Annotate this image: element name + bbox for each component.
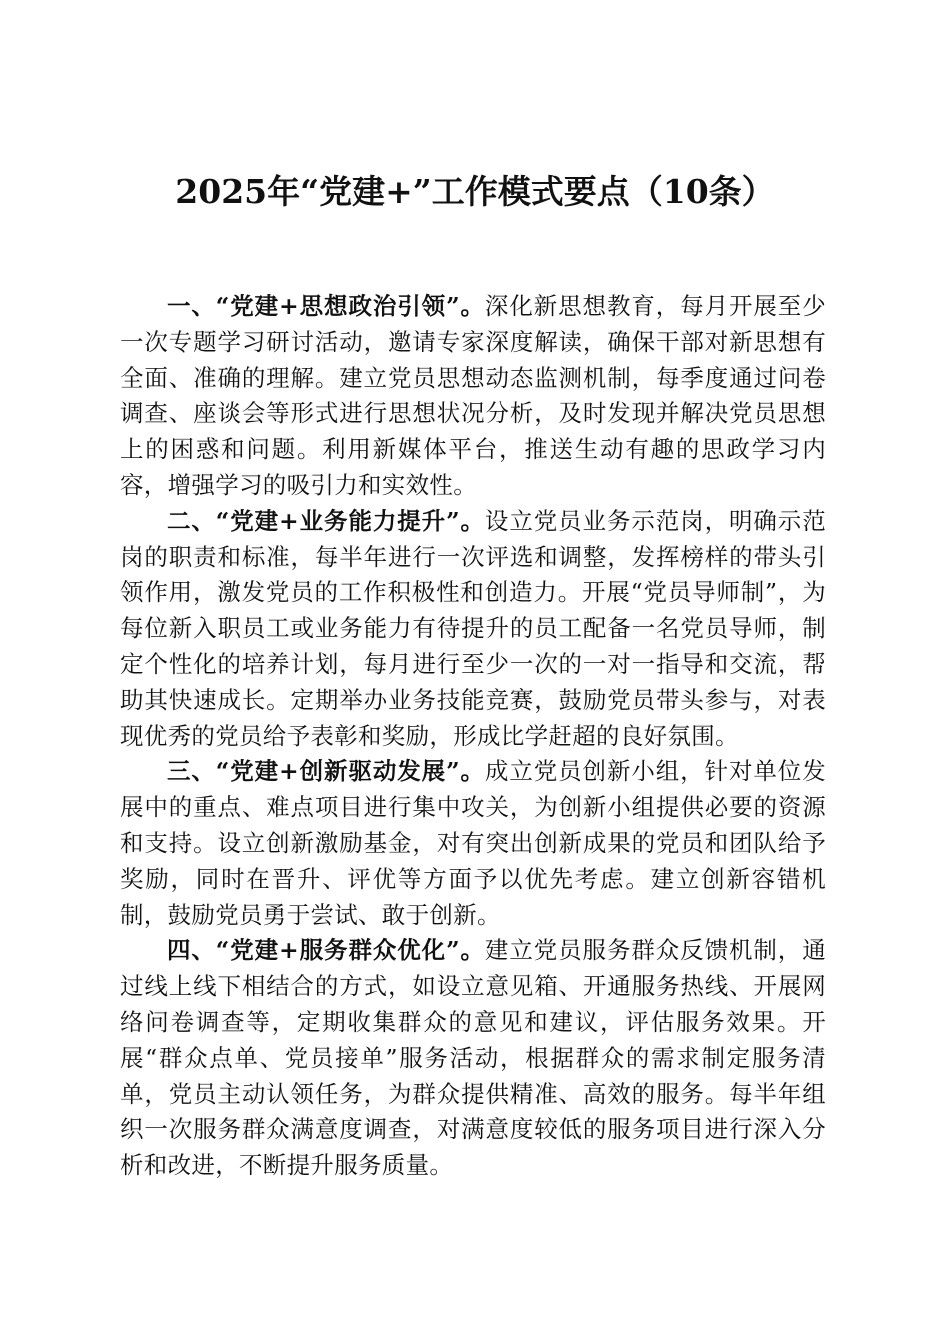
section-1-paragraph: [120, 289, 826, 504]
section-2-paragraph: [120, 504, 826, 755]
section-3-text: 成立党员创新小组，针对单位发展中的重点、难点项目进行集中攻关，为创新小组提供必要的资源和支持。设立创新激励基金，对有突出创新成果的党员和团队给予奖励，同时在晋升、评优等方面予以优先考虑。建立创新容错机制，鼓励党员勇于尝试、敢于创新。: [120, 757, 826, 929]
section-4-paragraph: [120, 933, 826, 1184]
section-3-paragraph: [120, 754, 826, 933]
section-2-heading: 二、“党建+业务能力提升”。: [167, 506, 485, 535]
section-4-heading: 四、“党建+服务群众优化”。: [167, 936, 485, 965]
section-2-text: 设立党员业务示范岗，明确示范岗的职责和标准，每半年进行一次评选和调整，发挥榜样的带头引领作用，激发党员的工作积极性和创造力。开展“党员导师制”，为每位新入职员工或业务能力有待提升的员工配备一名党员导师，制定个性化的培养计划，每月进行至少一次的一对一指导和交流，帮助其快速成长。定期举办业务技能竞赛，鼓励党员带头参与，对表现优秀的党员给予表彰和奖励，形成比学赶超的良好氛围。: [120, 506, 826, 750]
section-1-heading: 一、“党建+思想政治引领”。: [167, 292, 485, 320]
section-4-text: 建立党员服务群众反馈机制，通过线上线下相结合的方式，如设立意见箱、开通服务热线、开展网络问卷调查等，定期收集群众的意见和建议，评估服务效果。开展“群众点单、党员接单”服务活动，根据群众的需求制定服务清单，党员主动认领任务，为群众提供精准、高效的服务。每半年组织一次服务群众满意度调查，对满意度较低的服务项目进行深入分析和改进，不断提升服务质量。: [120, 936, 826, 1180]
document-title: 2025年“党建+”工作模式要点（10条）: [175, 172, 775, 211]
document-body: [120, 289, 826, 1184]
section-3-heading: 三、“党建+创新驱动发展”。: [167, 757, 485, 786]
section-1-text: 深化新思想教育，每月开展至少一次专题学习研讨活动，邀请专家深度解读，确保干部对新思想有全面、准确的理解。建立党员思想动态监测机制，每季度通过问卷调查、座谈会等形式进行思想状况分析，及时发现并解决党员思想上的困惑和问题。利用新媒体平台，推送生动有趣的思政学习内容，增强学习的吸引力和实效性。: [120, 292, 826, 499]
